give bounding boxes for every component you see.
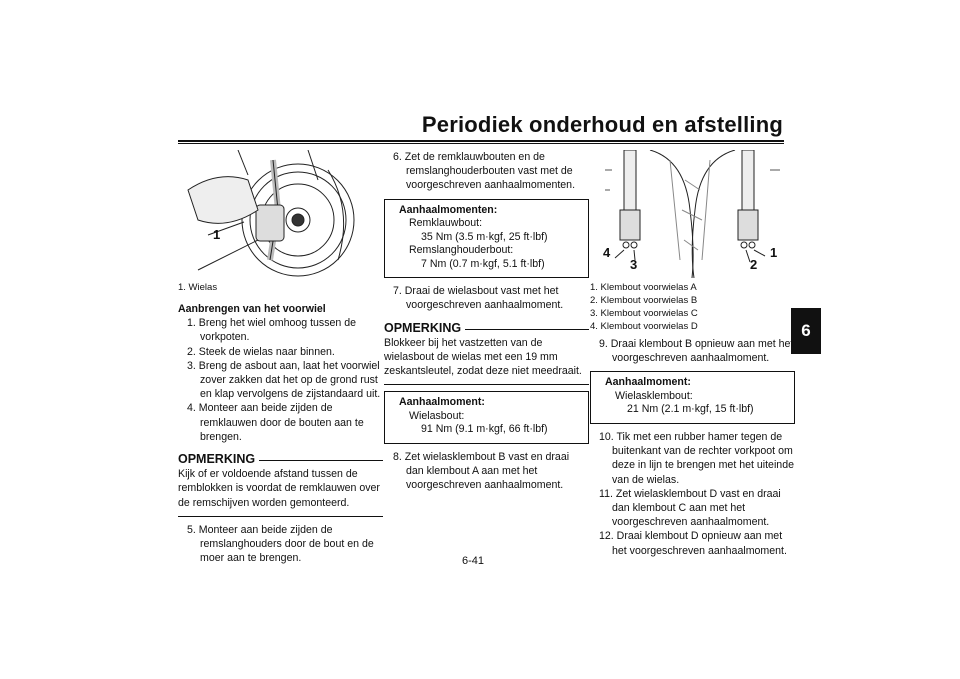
step-list	[590, 430, 795, 558]
step-item: 11. Zet wielasklembout D vast en draai dan klembout C aan met het voorgeschreven aanhaalmoment.	[599, 487, 781, 529]
step-item: 7. Draai de wielasbout vast met het voorgeschreven aanhaalmoment.	[393, 285, 564, 312]
figure-axle-pinch-bolts	[590, 150, 795, 278]
torque-spec-box: Aanhaalmoment: Wielasbout: 91 Nm (9.1 m·kgf, 66 ft·lbf)	[384, 391, 589, 444]
figure-caption-list	[590, 281, 795, 333]
figure-caption: 2. Klembout voorwielas B	[590, 295, 698, 306]
figure-callout: 3	[630, 257, 638, 272]
page-number: 6-41	[462, 555, 485, 567]
step-list	[590, 337, 795, 365]
note-heading: OPMERKING	[178, 452, 383, 466]
step-item: 9. Draai klembout B opnieuw aan met het voorgeschreven aanhaalmoment.	[599, 338, 794, 365]
wheel-illustration	[178, 150, 383, 278]
step-item: 2. Steek de wielas naar binnen.	[187, 345, 335, 358]
torque-spec-box: Aanhaalmoment: Wielasklembout: 21 Nm (2.1 m·kgf, 15 ft·lbf)	[590, 371, 795, 424]
step-item: 12. Draai klembout D opnieuw aan met het voorgeschreven aanhaalmoment.	[599, 530, 787, 557]
step-list	[384, 284, 589, 312]
column-middle	[384, 150, 589, 492]
step-list	[178, 523, 383, 566]
figure-caption: 1. Klembout voorwielas A	[590, 282, 697, 293]
column-right	[590, 150, 795, 558]
note-heading: OPMERKING	[384, 321, 589, 335]
figure-callout: 1	[213, 227, 221, 242]
step-item: 5. Monteer aan beide zijden de remslanghouders door de bout en de moer aan te brengen.	[187, 523, 374, 565]
note-end-rule	[178, 516, 383, 517]
step-list	[178, 316, 383, 444]
header-rule	[178, 140, 784, 142]
page-title: Periodiek onderhoud en afstelling	[421, 112, 783, 137]
figure-callout: 1	[770, 245, 778, 260]
fork-illustration	[590, 150, 795, 278]
figure-callout: 4	[603, 245, 611, 260]
step-item: 8. Zet wielasklembout B vast en draai dan klembout A aan met het voorgeschreven aanhaalmoment.	[393, 450, 570, 492]
torque-spec-box: Aanhaalmomenten: Remklauwbout: 35 Nm (3.5 m·kgf, 25 ft·lbf) Remslanghouderbout: 7 Nm (0.7 m·kgf, 5.1 ft·lbf)	[384, 199, 589, 279]
note-end-rule	[384, 384, 589, 385]
figure-caption: 4. Klembout voorwielas D	[590, 321, 698, 332]
step-list	[384, 450, 589, 493]
note-text: Kijk of er voldoende afstand tussen de remblokken is voordat de remklauwen over de remschijven worden gemonteerd.	[178, 468, 380, 509]
section-subheading: Aanbrengen van het voorwiel	[178, 303, 326, 315]
step-item: 1. Breng het wiel omhoog tussen de vorkpoten.	[187, 317, 357, 344]
figure-front-wheel-axle	[178, 150, 383, 278]
step-item: 3. Breng de asbout aan, laat het voorwiel zover zakken dat het op de grond rust en klap vervolgens de zijstandaard uit.	[187, 359, 381, 401]
step-item: 4. Monteer aan beide zijden de remklauwen door de bouten aan te brengen.	[187, 402, 364, 443]
step-item: 10. Tik met een rubber hamer tegen de buitenkant van de rechter vorkpoot om deze in lijn te brengen met het uiteinde van de wielas.	[599, 430, 794, 486]
figure-caption: 1. Wielas	[178, 282, 218, 293]
column-left	[178, 150, 383, 565]
figure-callout: 2	[750, 257, 758, 272]
step-item: 6. Zet de remklauwbouten en de remslanghouderbouten vast met de voorgeschreven aanhaalmomenten.	[393, 151, 576, 192]
chapter-tab: 6	[791, 308, 821, 354]
note-text: Blokkeer bij het vastzetten van de wielasbout de wielas met een 19 mm zeskantsleutel, zodat deze niet meedraait.	[384, 336, 582, 378]
figure-caption: 3. Klembout voorwielas C	[590, 308, 698, 319]
step-list	[384, 150, 589, 193]
header-rule-thin	[178, 143, 784, 144]
